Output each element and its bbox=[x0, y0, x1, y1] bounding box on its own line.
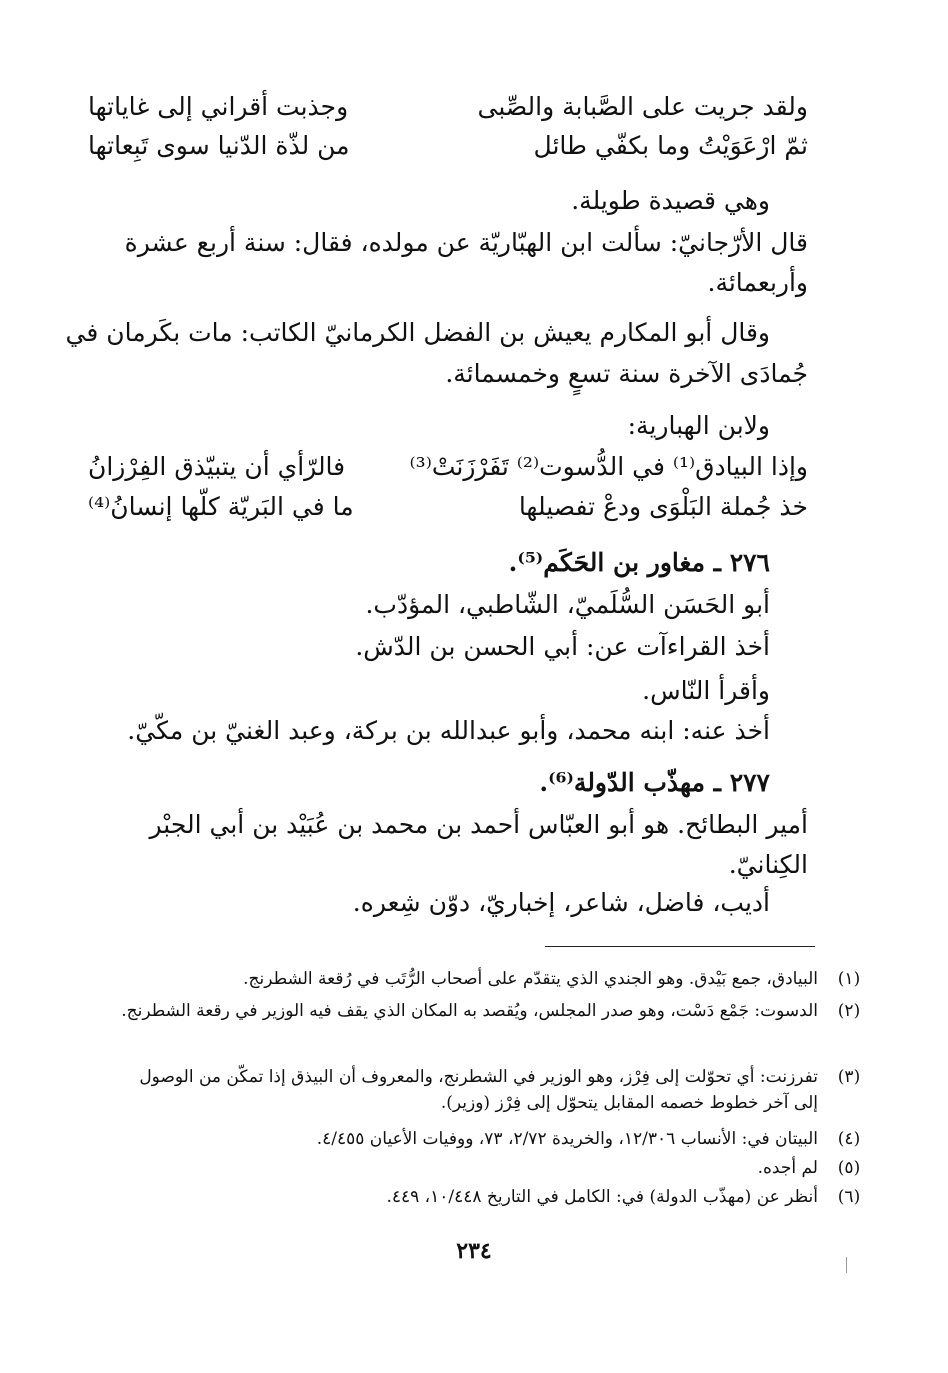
poem-note: وهي قصيدة طويلة. bbox=[571, 186, 770, 215]
entry-heading: ٢٧٧ ـ مهذّب الدّولة⁽⁶⁾. bbox=[539, 768, 770, 797]
verse-line bbox=[88, 92, 808, 132]
entry-line: أبو الحَسَن السُّلَميّ، الشّاطبي، المؤدّب. bbox=[365, 590, 770, 619]
verse-hemistich-left: من لذّة الدّنيا سوى تَبِعاتها bbox=[88, 131, 350, 160]
footnote-text: البيادق، جمع بَيْدق. وهو الجندي الذي يتقدّم على أصحاب الرُّتَب في رُقعة الشطرنج. bbox=[243, 969, 818, 989]
entry-line: أمير البطائح. هو أبو العبّاس أحمد بن محمد بن عُبَيْد بن أبي الجبْر bbox=[149, 810, 808, 839]
entry-line: أخذ القراءآت عن: أبي الحسن بن الدّش. bbox=[355, 632, 770, 661]
verse-hemistich-right: وإذا البيادق⁽¹⁾ في الدُّسوت⁽²⁾ تَفَرْزَنَتْ⁽³⁾ bbox=[409, 452, 808, 481]
paragraph-line: جُمادَى الآخرة سنة تسعٍ وخمسمائة. bbox=[445, 359, 808, 388]
footnote bbox=[118, 1064, 861, 1116]
footnote-separator bbox=[545, 946, 815, 947]
verse-line bbox=[88, 452, 808, 492]
verse-hemistich-right: خذ جُملة البَلْوَى ودعْ تفصيلها bbox=[518, 492, 808, 521]
verses-intro: ولابن الهبارية: bbox=[627, 411, 770, 440]
footnote bbox=[118, 1155, 861, 1181]
footnote-number: (٤) bbox=[837, 1129, 861, 1149]
footnote bbox=[118, 966, 861, 992]
footnote bbox=[118, 1126, 861, 1152]
verse-hemistich-left: فالرّأي أن يتبيّذق الفِرْزانُ bbox=[88, 452, 346, 481]
verse-hemistich-left: ما في البَريّة كلّها إنسانُ⁽⁴⁾ bbox=[88, 492, 354, 521]
footnote-text: البيتان في: الأنساب ١٢/٣٠٦، والخريدة ٢/٧٢، ٧٣، ووفيات الأعيان ٤/٤٥٥. bbox=[316, 1129, 818, 1149]
footnote-number: (٢) bbox=[837, 1001, 861, 1021]
paragraph-line: قال الأرّجانيّ: سألت ابن الهبّاريّة عن مولده، فقال: سنة أربع عشرة bbox=[124, 228, 808, 257]
footnote-number: (٦) bbox=[837, 1187, 861, 1207]
page-number: ٢٣٤ bbox=[456, 1238, 492, 1264]
verse-line bbox=[88, 131, 808, 171]
paragraph-line: وأربعمائة. bbox=[707, 268, 808, 297]
footnote bbox=[118, 998, 861, 1024]
paragraph-line: وقال أبو المكارم يعيش بن الفضل الكرمانيّ الكاتب: مات بكَرمان في bbox=[65, 318, 770, 347]
entry-line: أخذ عنه: ابنه محمد، وأبو عبدالله بن بركة، وعبد الغنيّ بن مكّيّ. bbox=[127, 716, 770, 745]
verse-hemistich-left: وجذبت أقراني إلى غاياتها bbox=[88, 92, 349, 121]
footnote-number: (٥) bbox=[837, 1158, 861, 1178]
footnote-number: (١) bbox=[837, 969, 861, 989]
footnote-text: تفرزنت: أي تحوّلت إلى فِرْز، وهو الوزير في الشطرنج، والمعروف أن البيذق إذا تمكّن من الوصول إلى آخر خطوط خصمه المقابل يتحوّل إلى فِرْز (وزير). bbox=[139, 1067, 818, 1113]
footnote-number: (٣) bbox=[837, 1067, 861, 1087]
scan-mark bbox=[846, 1257, 847, 1273]
footnote-text: لم أجده. bbox=[757, 1158, 818, 1178]
verse-hemistich-right: ثمّ ارْعَوَيْتُ وما بكفّي طائل bbox=[533, 131, 808, 160]
entry-heading: ٢٧٦ ـ مغاور بن الحَكَم⁽⁵⁾. bbox=[508, 548, 770, 577]
entry-line: الكِنانيّ. bbox=[728, 850, 808, 879]
footnote-text: الدسوت: جَمْع دَسْت، وهو صدر المجلس، ويُقصد به المكان الذي يقف فيه الوزير في رقعة الشطرنج. bbox=[121, 1001, 818, 1021]
footnote bbox=[118, 1184, 861, 1210]
entry-line: أديب، فاضل، شاعر، إخباريّ، دوّن شِعره. bbox=[352, 888, 770, 917]
entry-line: وأقرأ النّاس. bbox=[642, 676, 770, 705]
footnote-text: أنظر عن (مهذّب الدولة) في: الكامل في التاريخ ١٠/٤٤٨، ٤٤٩. bbox=[386, 1187, 818, 1207]
verse-hemistich-right: ولقد جريت على الصَّبابة والصِّبى bbox=[477, 92, 808, 121]
verse-line bbox=[88, 492, 808, 532]
